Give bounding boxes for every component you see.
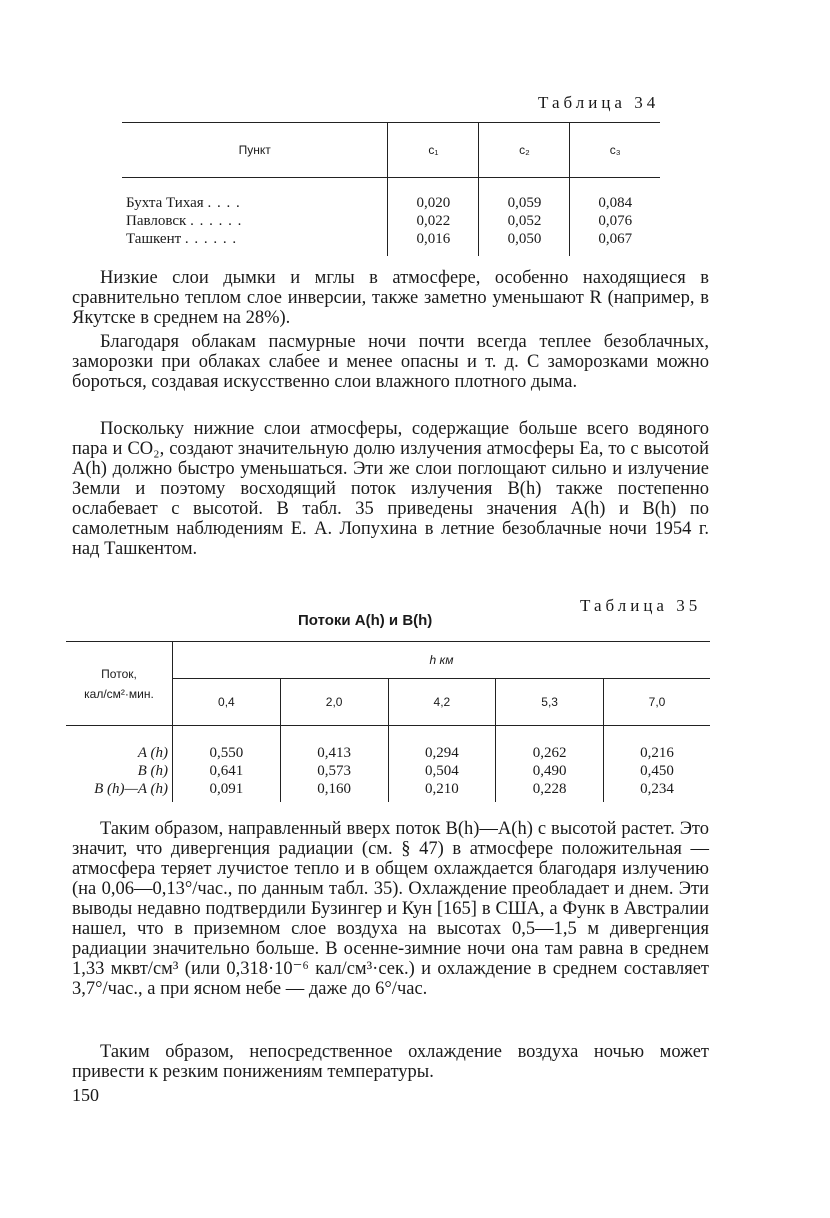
table-34-header-c1: c₁ bbox=[388, 123, 479, 178]
value-cell: 0,160 bbox=[280, 780, 388, 802]
value-cell: 0,550 bbox=[173, 726, 281, 763]
dot-leader: . . . . . . bbox=[190, 213, 243, 229]
table-34-caption: Таблица 34 bbox=[538, 93, 660, 112]
value-cell: 0,084 bbox=[570, 178, 660, 213]
table-35-title: Потоки A(h) и B(h) bbox=[298, 612, 433, 629]
place-name: Ташкент bbox=[126, 231, 182, 247]
row-label: B (h)—A (h) bbox=[94, 781, 168, 797]
dot-leader: . . . . bbox=[207, 195, 241, 211]
table-35-stub-header bbox=[66, 642, 173, 726]
table-35-caption: Таблица 35 bbox=[580, 596, 702, 615]
value-cell: 0,490 bbox=[496, 762, 604, 780]
value-cell: 0,091 bbox=[173, 780, 281, 802]
value-cell: 0,076 bbox=[570, 212, 660, 230]
stub-header-flux: Поток, bbox=[101, 666, 137, 681]
value-cell: 0,573 bbox=[280, 762, 388, 780]
stub-header-units: кал/см²·мин. bbox=[84, 686, 154, 701]
value-cell: 0,020 bbox=[388, 178, 479, 213]
value-cell: 0,216 bbox=[604, 726, 711, 763]
table-34 bbox=[122, 122, 660, 256]
page-number: 150 bbox=[72, 1085, 99, 1105]
table-35-height-header: h км bbox=[173, 642, 711, 679]
paragraph-divergence: Таким образом, направленный вверх поток B(h)—A(h) с высотой растет. Это значит, что дивергенция радиации (см. § 47) в атмосфере положительная — атмосфера теряет лучистое тепло и в общем охлаждается благодаря излучению (на 0,06—0,13°/час., по данным табл. 35). Охлаждение преобладает и днем. Эти выводы недавно подтвердили Бузингер и Кун [165] в США, а Функ в Австралии нашел, что в приземном слое воздуха на высотах 0,5—1,5 м дивергенция радиации значительно больше. В осенне-зимние ночи она там равна в среднем 1,33 мквт/см³ (или 0,318·10⁻⁶ кал/см³·сек.) и охлаждение в среднем составляет 3,7°/час., а при ясном небе — даже до 6°/час. bbox=[72, 819, 709, 999]
table-34-header-c3: c₃ bbox=[570, 123, 660, 178]
table-34-header-c2: c₂ bbox=[479, 123, 570, 178]
value-cell: 0,016 bbox=[388, 230, 479, 256]
table-row bbox=[66, 780, 710, 802]
table-row bbox=[122, 230, 660, 256]
value-cell: 0,050 bbox=[479, 230, 570, 256]
value-cell: 0,504 bbox=[388, 762, 496, 780]
dot-leader: . . . . . . bbox=[184, 231, 238, 247]
value-cell: 0,413 bbox=[280, 726, 388, 763]
height-header-cell: 5,3 bbox=[496, 679, 604, 726]
paragraph-haze: Низкие слои дымки и мглы в атмосфере, особенно находящиеся в сравнительно теплом слое инверсии, также заметно уменьшают R (например, в Якутске в среднем на 28%). bbox=[72, 268, 709, 328]
table-row bbox=[122, 212, 660, 230]
value-cell: 0,067 bbox=[570, 230, 660, 256]
paragraph-clouds: Благодаря облакам пасмурные ночи почти всегда теплее безоблачных, заморозки при облаках слабее и менее опасны и т. д. С заморозками можно бороться, создавая искусственно слои влажного плотного дыма. bbox=[72, 332, 709, 392]
value-cell: 0,052 bbox=[479, 212, 570, 230]
value-cell: 0,294 bbox=[388, 726, 496, 763]
paragraph-fluxes: Поскольку нижние слои атмосферы, содержащие больше всего водяного пара и CO₂, создают значительную долю излучения атмосферы Eа, то с высотой A(h) должно быстро уменьшаться. Эти же слои поглощают сильно и излучение Земли и поэтому восходящий поток излучения B(h) также постепенно ослабевает с высотой. В табл. 35 приведены значения A(h) и B(h) по самолетным наблюдениям Е. А. Лопухина в летние безоблачные ночи 1954 г. над Ташкентом. bbox=[72, 419, 709, 559]
height-header-cell: 0,4 bbox=[173, 679, 281, 726]
height-header-cell: 2,0 bbox=[280, 679, 388, 726]
value-cell: 0,450 bbox=[604, 762, 711, 780]
value-cell: 0,228 bbox=[496, 780, 604, 802]
value-cell: 0,022 bbox=[388, 212, 479, 230]
value-cell: 0,210 bbox=[388, 780, 496, 802]
row-label: A (h) bbox=[137, 745, 168, 761]
value-cell: 0,262 bbox=[496, 726, 604, 763]
row-label: B (h) bbox=[137, 763, 168, 779]
place-name: Павловск bbox=[126, 213, 187, 229]
place-name: Бухта Тихая bbox=[126, 195, 204, 211]
table-34-header-place: Пункт bbox=[122, 123, 388, 178]
table-row bbox=[122, 178, 660, 213]
paragraph-conclusion: Таким образом, непосредственное охлаждение воздуха ночью может привести к резким понижениям температуры. bbox=[72, 1042, 709, 1082]
value-cell: 0,059 bbox=[479, 178, 570, 213]
height-header-cell: 7,0 bbox=[604, 679, 711, 726]
height-header-cell: 4,2 bbox=[388, 679, 496, 726]
table-row bbox=[66, 726, 710, 763]
value-cell: 0,641 bbox=[173, 762, 281, 780]
table-35 bbox=[66, 641, 710, 802]
value-cell: 0,234 bbox=[604, 780, 711, 802]
table-row bbox=[66, 762, 710, 780]
